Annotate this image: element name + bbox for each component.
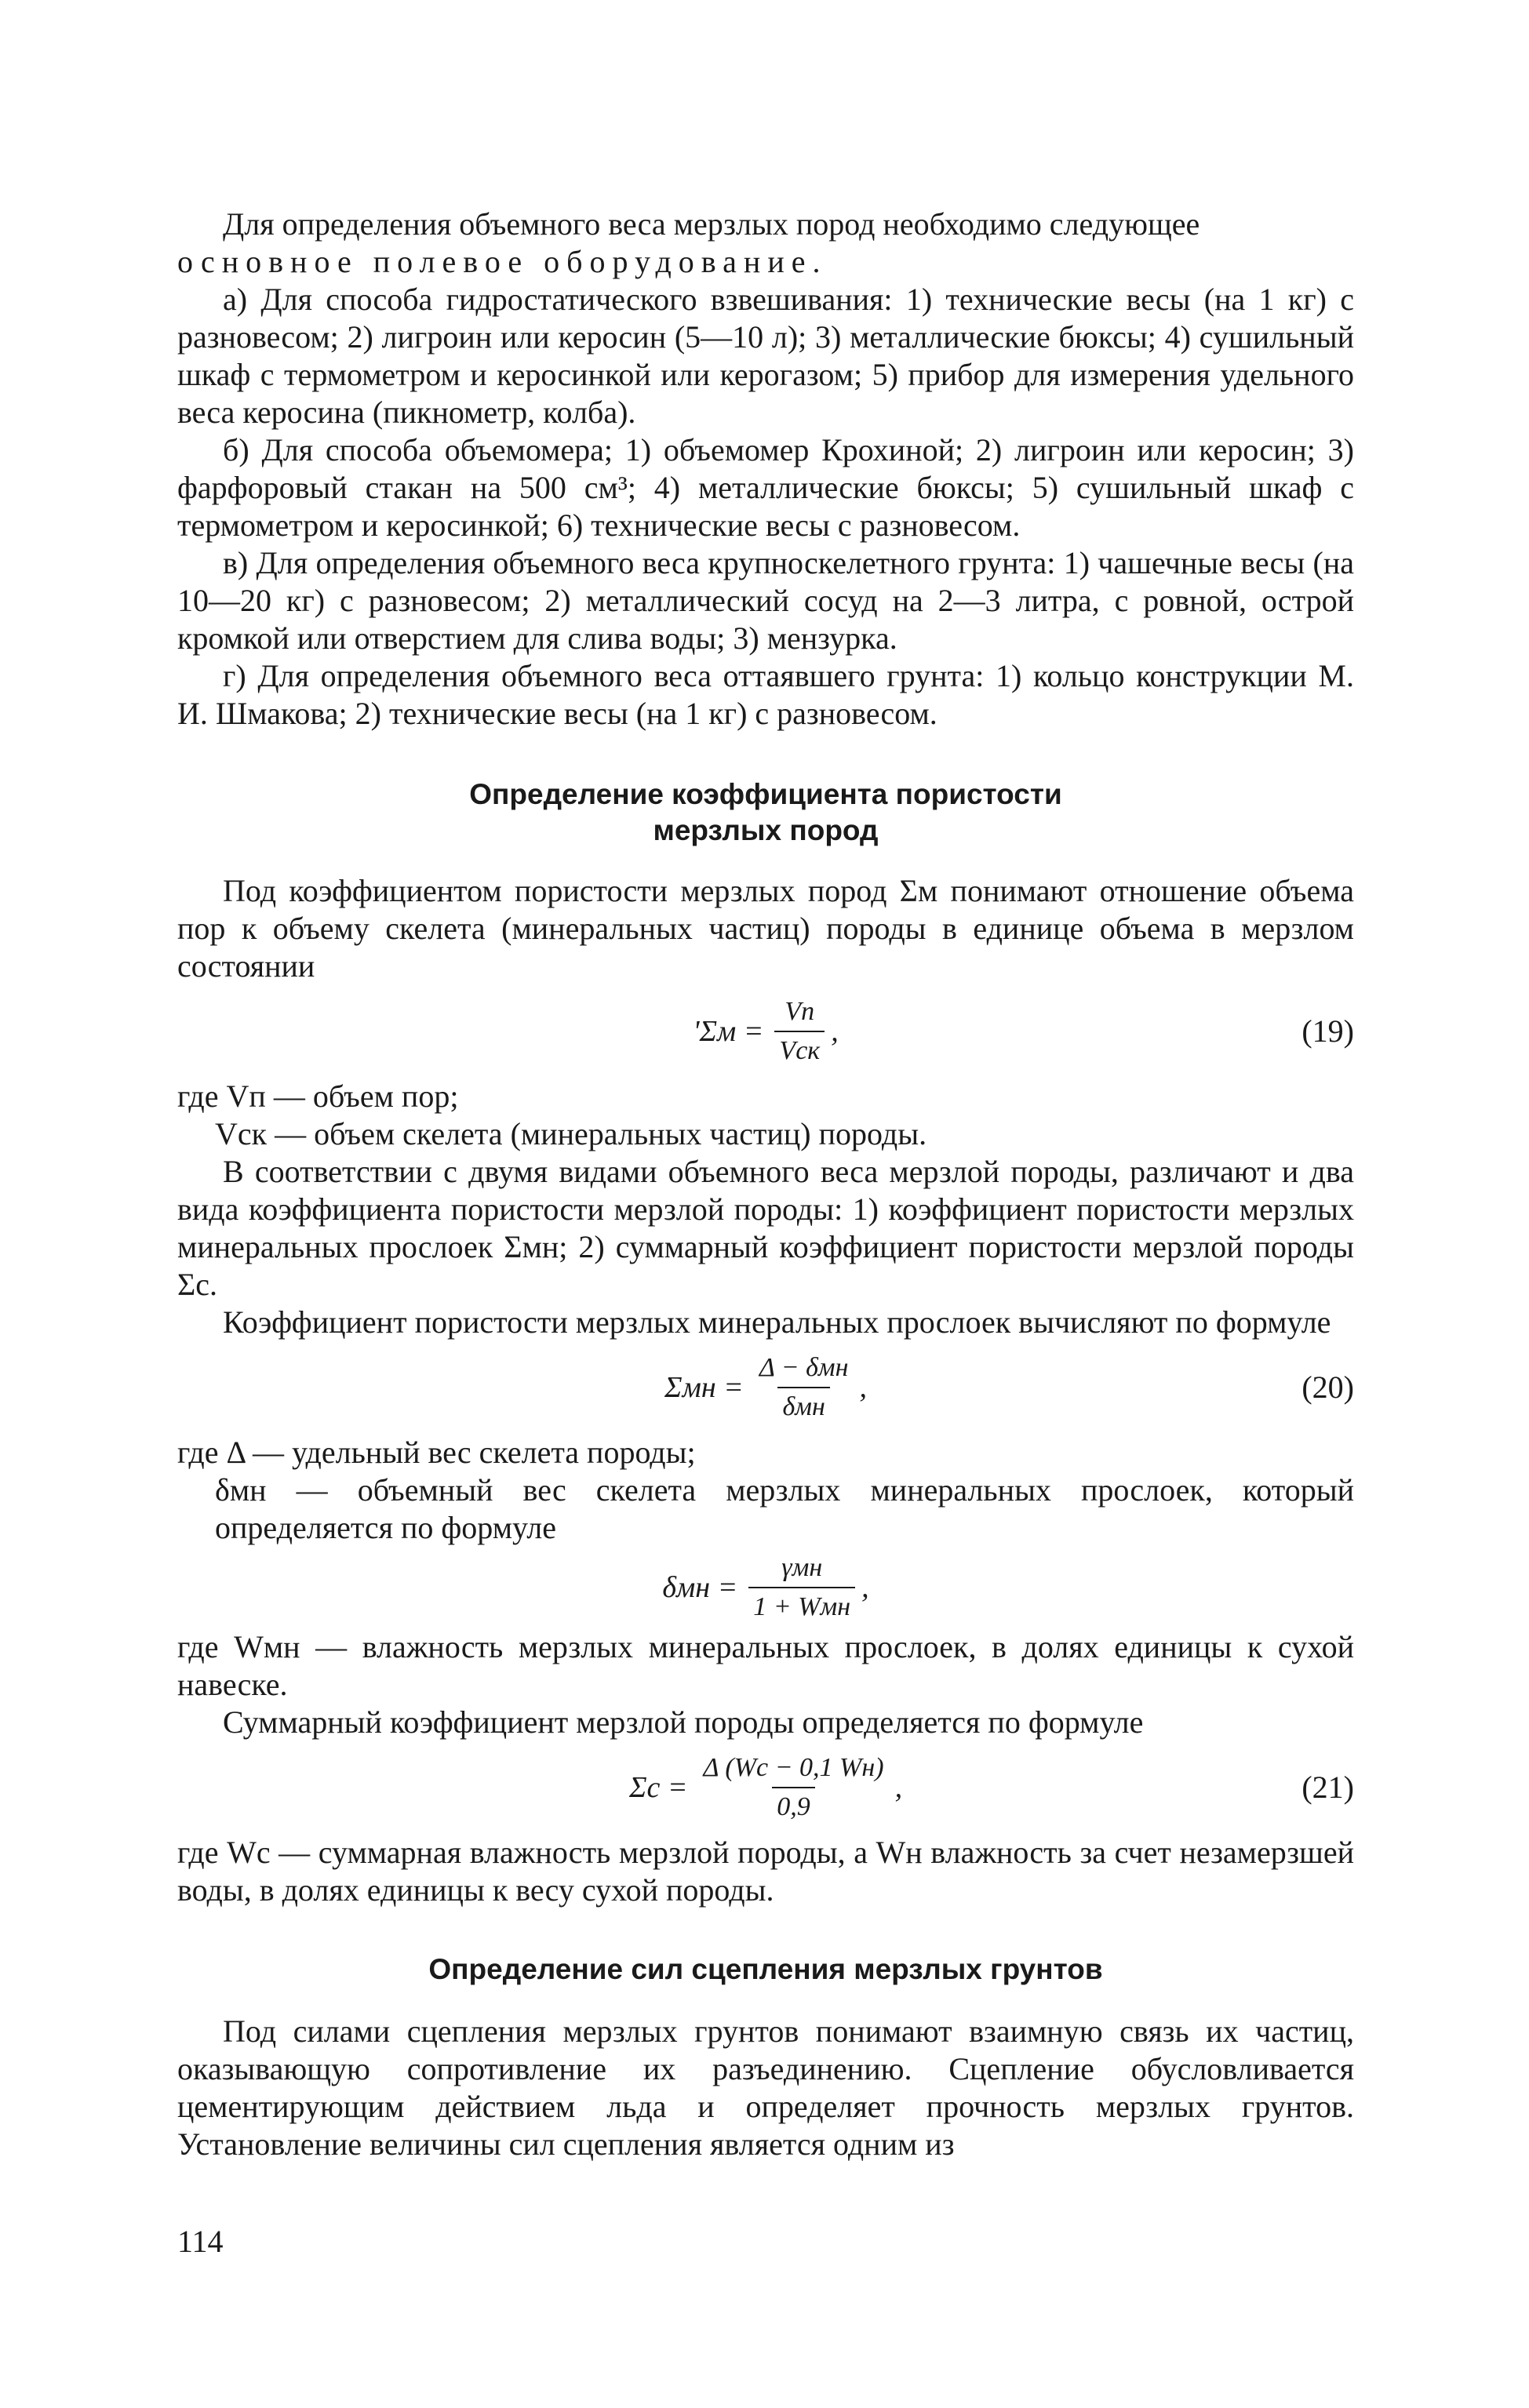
- porosity-paragraph: Под коэффициентом пористости мерзлых пород Σм понимают отношение объема пор к объему скелета (минеральных частиц) породы в единице объема в мерзлом состоянии: [177, 873, 1354, 984]
- where-definition: где Vп — объем пор;: [177, 1079, 459, 1114]
- fraction: [755, 1352, 854, 1423]
- heading-line: мерзлых пород: [653, 814, 879, 846]
- fraction: [774, 996, 825, 1067]
- equation-tail: ,: [859, 1371, 867, 1404]
- intro-spaced-text: основное полевое оборудование.: [177, 244, 828, 279]
- denominator: δмн: [777, 1387, 829, 1423]
- where-definition: где Δ — удельный вес скелета породы;: [177, 1435, 696, 1470]
- list-item-b: б) Для способа объемомера; 1) объемомер Крохиной; 2) лигроин или керосин; 3) фарфоровый стакан на 500 см³; 4) металлические бюксы; 5) сушильный шкаф с термометром и керосинкой; 6) технические весы с разновесом.: [177, 432, 1354, 543]
- sum-paragraph: Суммарный коэффициент мерзлой породы определяется по формуле: [223, 1704, 1144, 1740]
- equation-number: (20): [1301, 1370, 1354, 1405]
- equation-lhs: δмн =: [662, 1571, 738, 1604]
- numerator: Δ − δмн: [759, 1353, 849, 1382]
- equation-tail: ,: [894, 1771, 903, 1804]
- list-item-a: а) Для способа гидростатического взвешивания: 1) технические весы (на 1 кг) с разновесом; 2) лигроин или керосин (5—10 л); 3) металлические бюксы; 4) сушильный шкаф с термометром и керосинкой или керогазом; 5) прибор для измерения удельного веса керосина (пикнометр, колба).: [177, 282, 1354, 430]
- equation-number: (19): [1301, 1013, 1354, 1049]
- where-definition: где Wс — суммарная влажность мерзлой породы, а Wн влажность за счет незамерзшей воды, в долях единицы к весу сухой породы.: [177, 1835, 1354, 1908]
- denominator: 1 + Wмн: [748, 1587, 855, 1623]
- equation-lhs: 'Σм =: [693, 1015, 764, 1048]
- numerator: Vп: [785, 997, 815, 1026]
- equation-21: [177, 1741, 1354, 1834]
- cohesion-paragraph: Под силами сцепления мерзлых грунтов понимают взаимную связь их частиц, оказывающую сопротивление их разъединению. Сцепление обусловливается цементирующим действием льда и определяет прочность мерзлых грунтов. Установление величины сил сцепления является одним из: [177, 2013, 1354, 2162]
- list-item-c: в) Для определения объемного веса крупноскелетного грунта: 1) чашечные весы (на 10—20 кг) с разновесом; 2) металлический сосуд на 2—3 литра, с ровной, острой кромкой или отверстием для слива воды; 3) мензурка.: [177, 545, 1354, 656]
- heading-line: Определение коэффициента пористости: [469, 778, 1062, 810]
- section-heading-cohesion: Определение сил сцепления мерзлых грунтов: [428, 1953, 1103, 1985]
- where-definition: где Wмн — влажность мерзлых минеральных прослоек, в долях единицы к сухой навеске.: [177, 1629, 1354, 1702]
- page-body: [177, 206, 1354, 2163]
- page-number: 114: [177, 2224, 224, 2259]
- equation-tail: ,: [861, 1571, 869, 1604]
- fraction: [699, 1752, 889, 1823]
- list-item-d: г) Для определения объемного веса оттаявшего грунта: 1) кольцо конструкции М. И. Шмакова; 2) технические весы (на 1 кг) с разновесом.: [177, 658, 1354, 731]
- equation-lhs: Σмн =: [664, 1371, 744, 1404]
- two-kinds-paragraph: В соответствии с двумя видами объемного веса мерзлой породы, различают и два вида коэффициента пористости мерзлой породы: 1) коэффициент пористости мерзлых минеральных прослоек Σмн; 2) суммарный коэффициент пористости мерзлой породы Σс.: [177, 1154, 1354, 1302]
- where-definition: Vск — объем скелета (минеральных частиц) породы.: [215, 1116, 927, 1151]
- intro-paragraph: Для определения объемного веса мерзлых пород необходимо следующее: [223, 206, 1200, 242]
- coefficient-paragraph: Коэффициент пористости мерзлых минеральных прослоек вычисляют по формуле: [223, 1304, 1331, 1340]
- numerator: Δ (Wс − 0,1 Wн): [703, 1753, 884, 1782]
- section-heading-porosity: [177, 777, 1354, 849]
- equation-tail: ,: [831, 1015, 839, 1048]
- numerator: γмн: [781, 1553, 823, 1582]
- equation-20: [177, 1341, 1354, 1434]
- equation-lhs: Σс =: [628, 1771, 688, 1804]
- fraction: [748, 1552, 855, 1623]
- denominator: Vск: [774, 1031, 825, 1067]
- denominator: 0,9: [772, 1787, 815, 1823]
- equation-number: (21): [1301, 1770, 1354, 1805]
- equation-19: [177, 985, 1354, 1078]
- equation-delta: [177, 1547, 1354, 1628]
- where-definition: δмн — объемный вес скелета мерзлых минеральных прослоек, который определяется по формуле: [215, 1472, 1354, 1545]
